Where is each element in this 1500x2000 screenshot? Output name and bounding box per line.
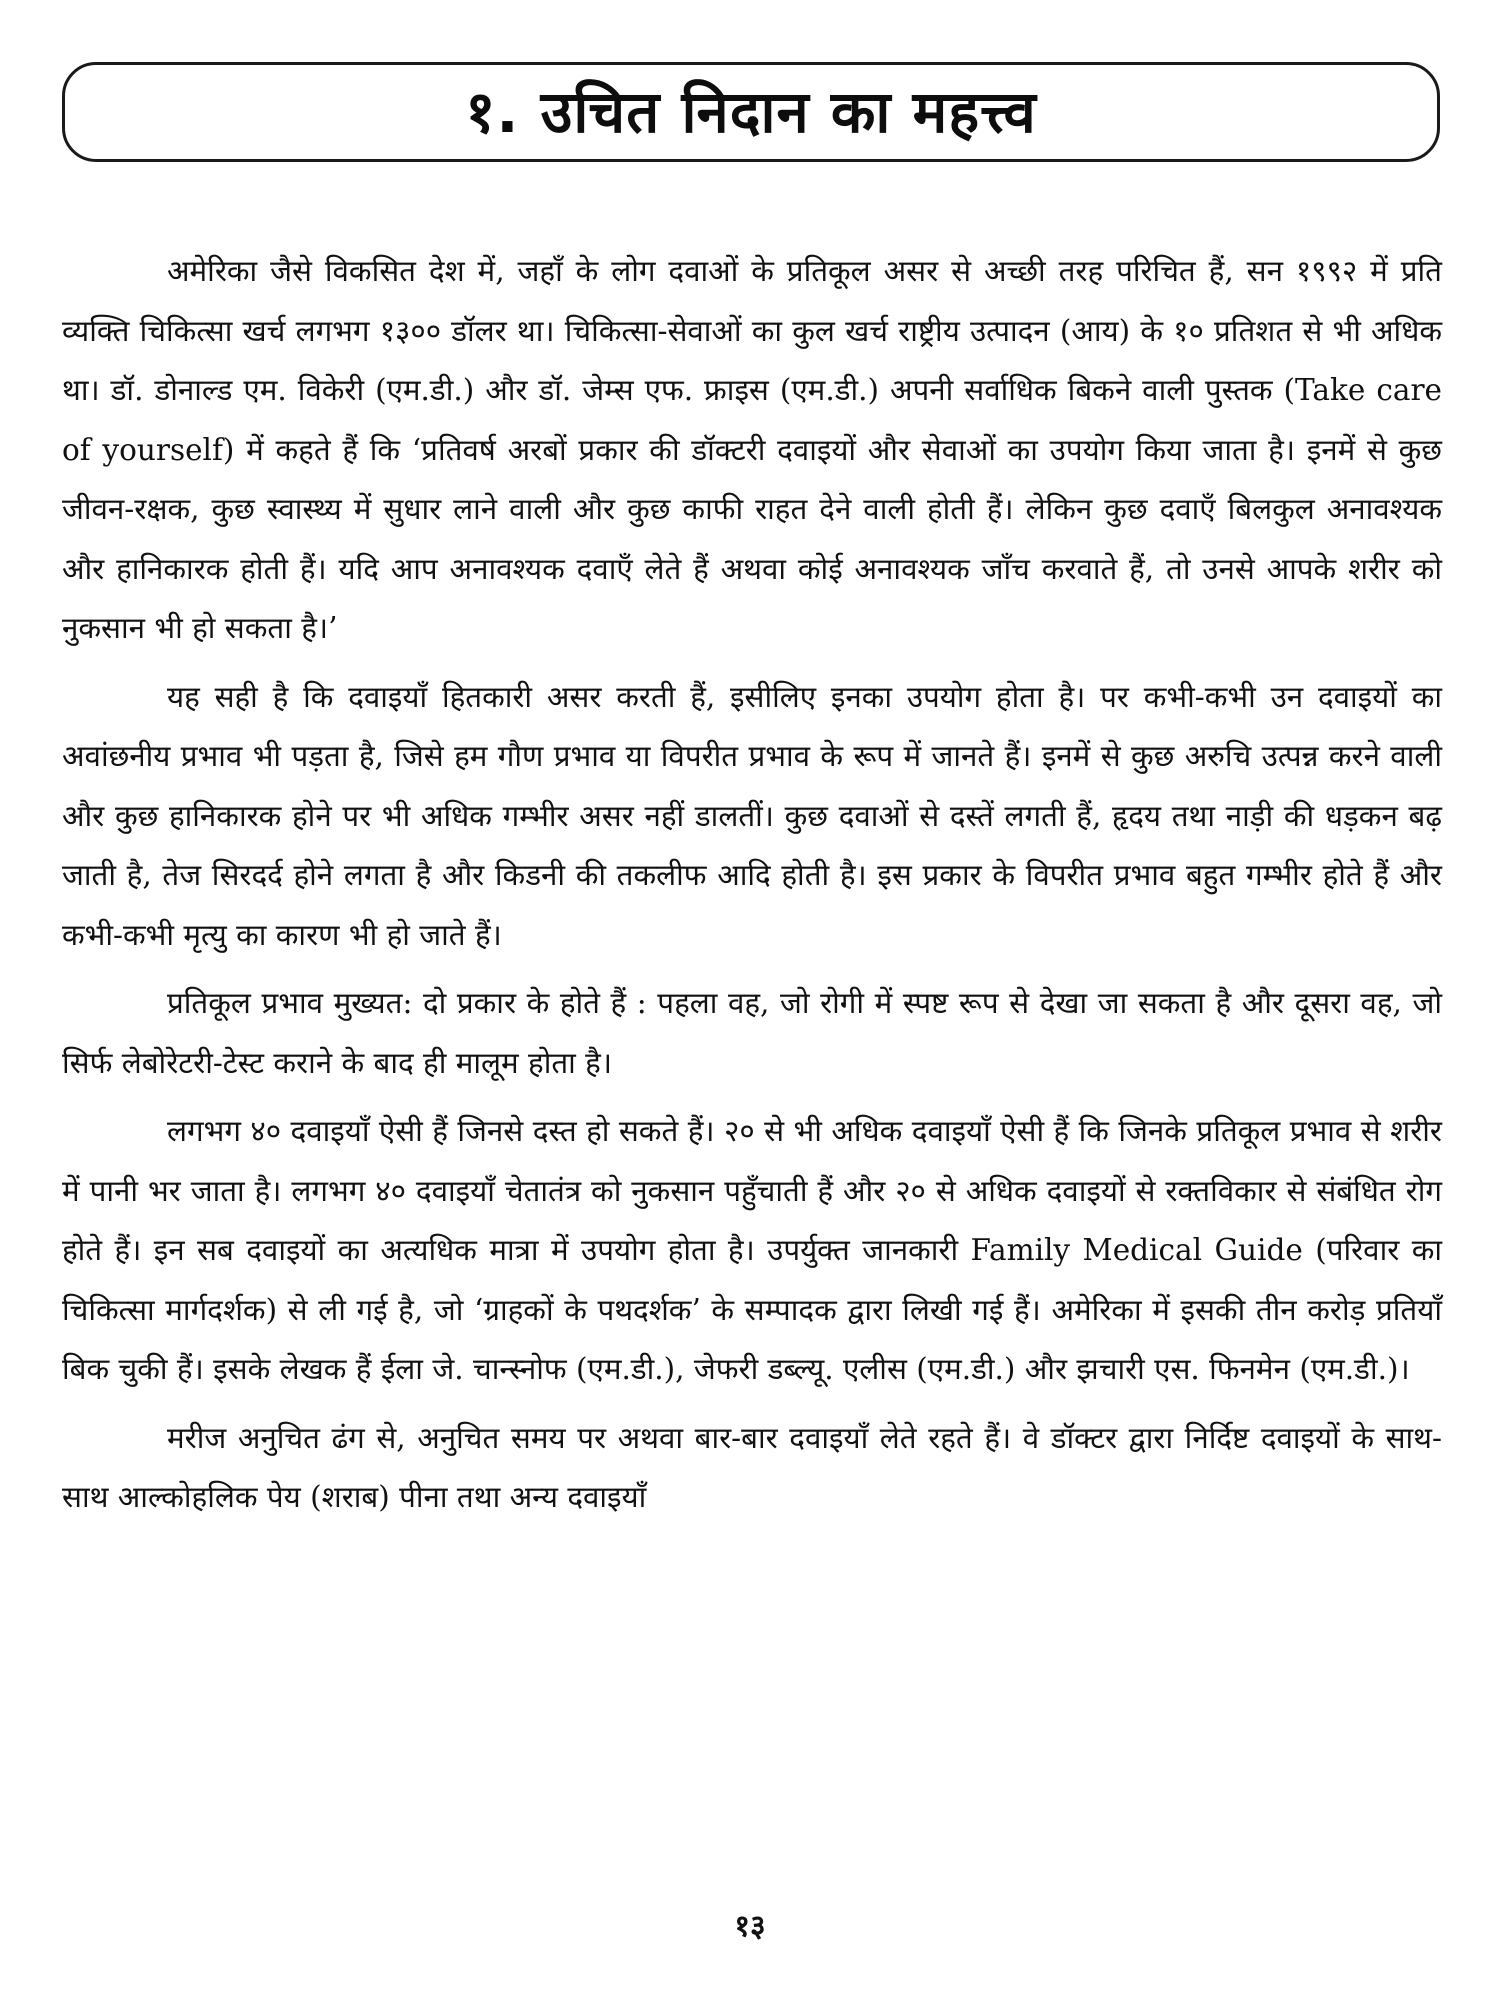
paragraph-2: यह सही है कि दवाइयाँ हितकारी असर करती हैं, इसीलिए इनका उपयोग होता है। पर कभी-कभी उन दवाइयों का अवांछनीय प्रभाव भी पड़ता है, जिसे हम गौण प्रभाव या विपरीत प्रभाव के रूप में जानते हैं। इनमें से कुछ अरुचि उत्पन्न करने वाली और कुछ हानिकारक होने पर भी अधिक गम्भीर असर नहीं डालतीं। कुछ दवाओं से दस्तें लगती हैं, हृदय तथा नाड़ी की धड़कन बढ़ जाती है, तेज सिरदर्द होने लगता है और किडनी की तकलीफ आदि होती है। इस प्रकार के विपरीत प्रभाव बहुत गम्भीर होते हैं और कभी-कभी मृत्यु का कारण भी हो जाते हैं। [62,679,1442,952]
paragraph-5: मरीज अनुचित ढंग से, अनुचित समय पर अथवा बार-बार दवाइयाँ लेते रहते हैं। वे डॉक्टर द्वारा निर्दिष्ट दवाइयों के साथ-साथ आल्कोहलिक पेय (शराब) पीना तथा अन्य दवाइयाँ [62,1420,1442,1514]
paragraph-1: अमेरिका जैसे विकसित देश में, जहाँ के लोग दवाओं के प्रतिकूल असर से अच्छी तरह परिचित हैं, सन १९९२ में प्रति व्यक्ति चिकित्सा खर्च लगभग १३०० डॉलर था। चिकित्सा-सेवाओं का कुल खर्च राष्ट्रीय उत्पादन (आय) के १० प्रतिशत से भी अधिक था। डॉ. डोनाल्ड एम. विकेरी (एम.डी.) और डॉ. जेम्स एफ. फ्राइस (एम.डी.) अपनी सर्वाधिक बिकने वाली पुस्तक (Take care of yourself) में कहते हैं कि ‘प्रतिवर्ष अरबों प्रकार की डॉक्टरी दवाइयों और सेवाओं का उपयोग किया जाता है। इनमें से कुछ जीवन-रक्षक, कुछ स्वास्थ्य में सुधार लाने वाली और कुछ काफी राहत देने वाली होती हैं। लेकिन कुछ दवाएँ बिलकुल अनावश्यक और हानिकारक होती हैं। यदि आप अनावश्यक दवाएँ लेते हैं अथवा कोई अनावश्यक जाँच करवाते हैं, तो उनसे आपके शरीर को नुकसान भी हो सकता है।’ [62,254,1442,645]
chapter-title: १. उचित निदान का महत्त्व [465,78,1037,146]
page-number: १३ [734,1909,766,1944]
body-text [62,242,1442,1537]
paragraph-4: लगभग ४० दवाइयाँ ऐसी हैं जिनसे दस्त हो सकते हैं। २० से भी अधिक दवाइयाँ ऐसी हैं कि जिनके प्रतिकूल प्रभाव से शरीर में पानी भर जाता है। लगभग ४० दवाइयाँ चेतातंत्र को नुकसान पहुँचाती हैं और २० से अधिक दवाइयों से रक्तविकार से संबंधित रोग होते हैं। इन सब दवाइयों का अत्यधिक मात्रा में उपयोग होता है। उपर्युक्त जानकारी Family Medical Guide (परिवार का चिकित्सा मार्गदर्शक) से ली गई है, जो ‘ग्राहकों के पथदर्शक’ के सम्पादक द्वारा लिखी गई हैं। अमेरिका में इसकी तीन करोड़ प्रतियाँ बिक चुकी हैं। इसके लेखक हैं ईला जे. चान्स्नोफ (एम.डी.), जेफरी डब्ल्यू. एलीस (एम.डी.) और झचारी एस. फिनमेन (एम.डी.)। [62,1114,1442,1386]
chapter-title-box [62,62,1440,162]
paragraph-3: प्रतिकूल प्रभाव मुख्यत: दो प्रकार के होते हैं : पहला वह, जो रोगी में स्पष्ट रूप से देखा जा सकता है और दूसरा वह, जो सिर्फ लेबोरेटरी-टेस्ट कराने के बाद ही मालूम होता है। [62,986,1442,1080]
